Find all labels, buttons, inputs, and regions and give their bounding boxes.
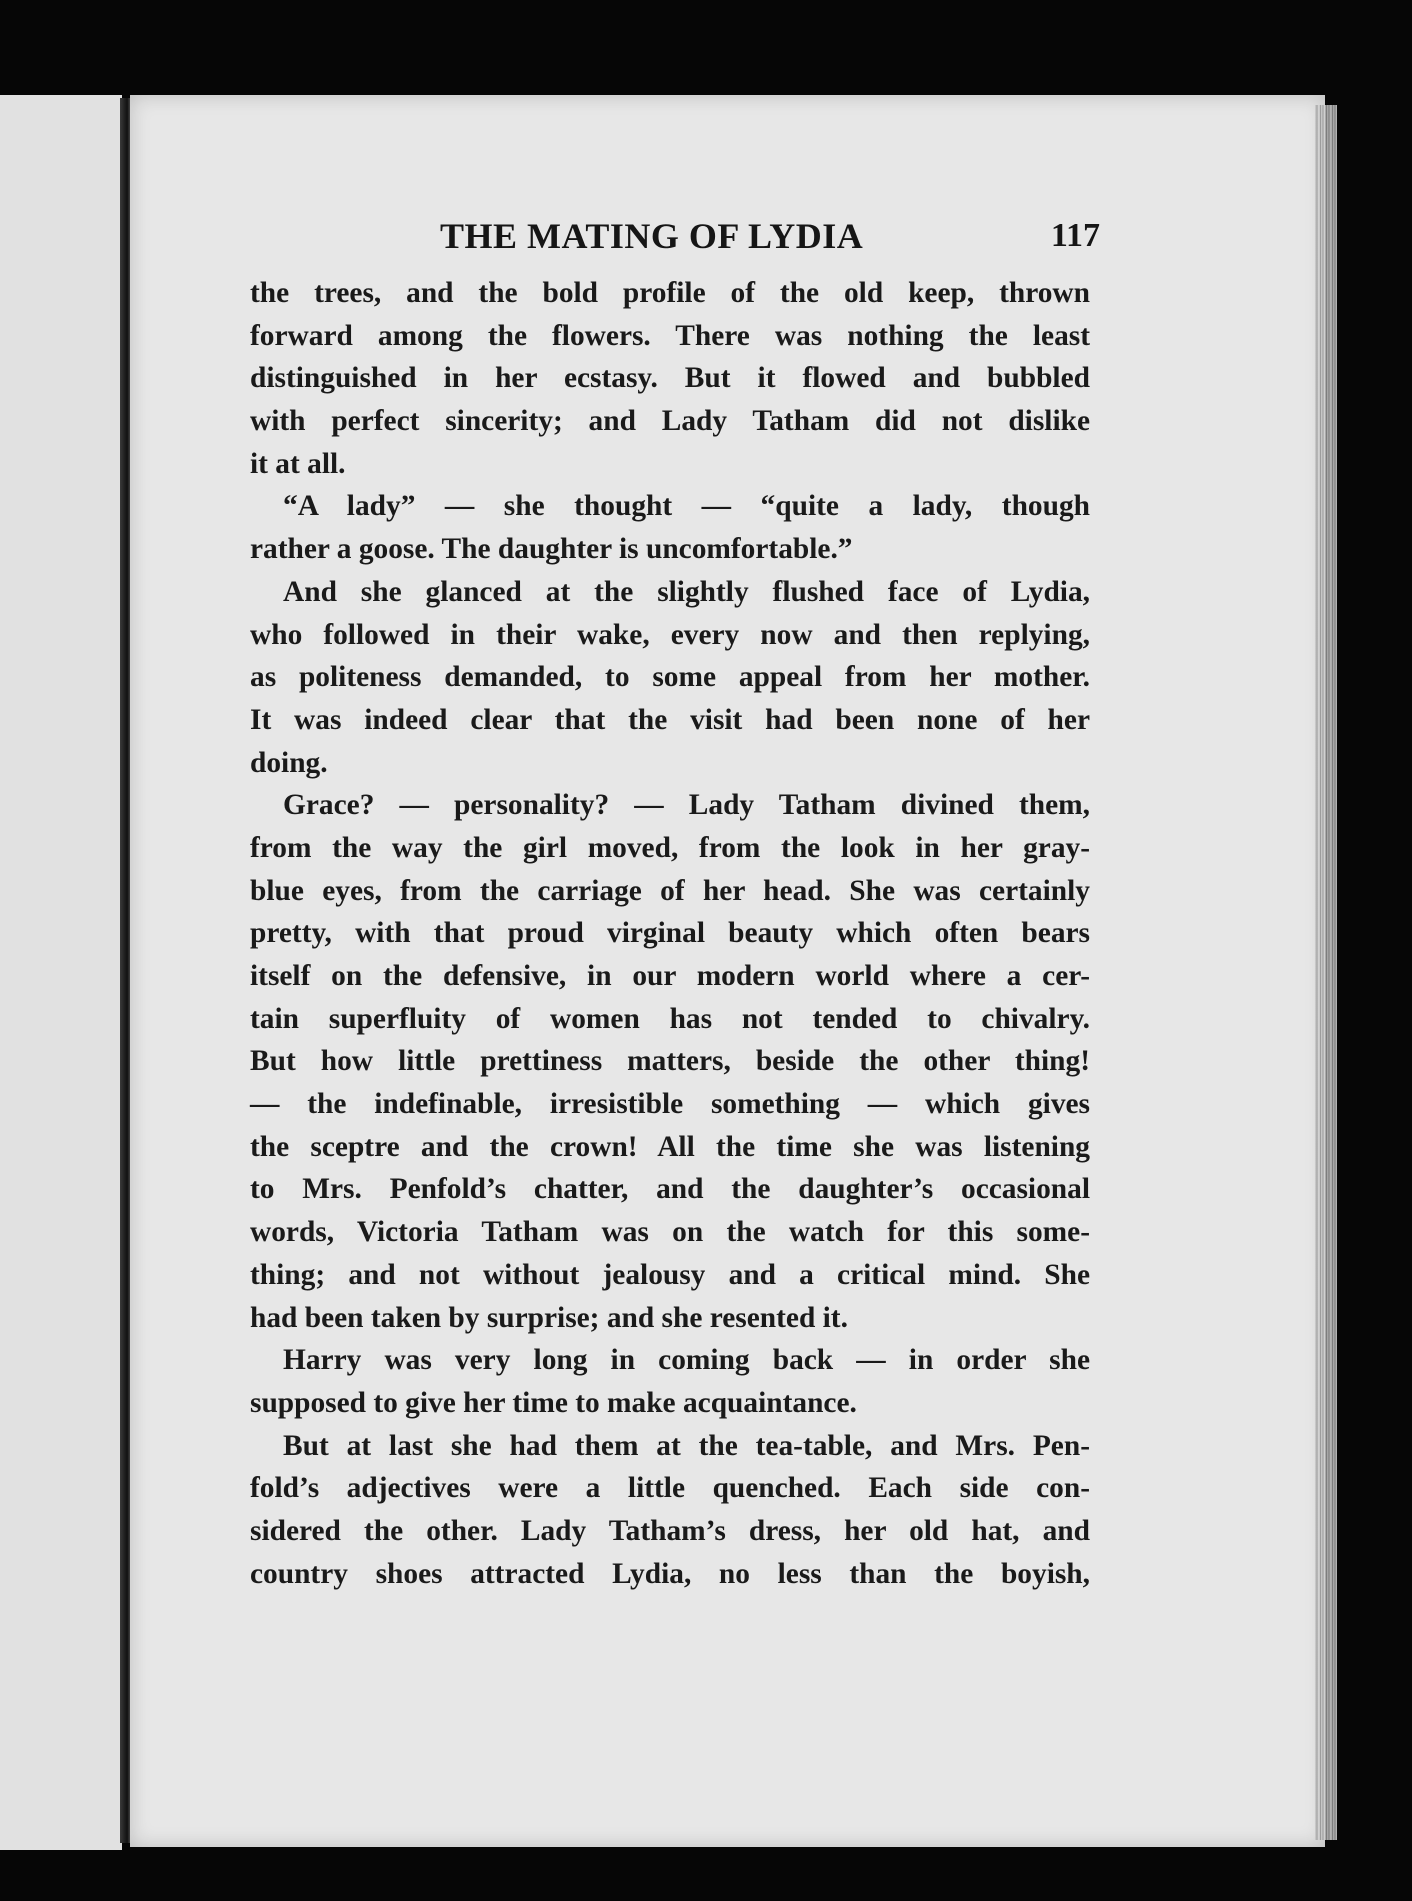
text-line: blue eyes, from the carriage of her head. She was certainly bbox=[250, 874, 1090, 907]
facing-page-edge bbox=[0, 95, 122, 1850]
text-line: rather a goose. The daughter is uncomfortable.” bbox=[250, 533, 853, 566]
text-line: — the indefinable, irresistible something — which gives bbox=[250, 1088, 1090, 1121]
text-line: who followed in their wake, every now and then replying, bbox=[250, 618, 1090, 651]
text-line: itself on the defensive, in our modern world where a cer- bbox=[250, 960, 1090, 992]
text-line: words, Victoria Tatham was on the watch for this some- bbox=[250, 1216, 1090, 1249]
text-line: country shoes attracted Lydia, no less than the boyish, bbox=[250, 1557, 1090, 1590]
text-line: supposed to give her time to make acquaintance. bbox=[250, 1386, 857, 1419]
text-line: “A lady” — she thought — “quite a lady, though bbox=[283, 490, 1090, 523]
page-header bbox=[440, 215, 1100, 269]
text-line: from the way the girl moved, from the look in her gray- bbox=[250, 831, 1090, 864]
body-text bbox=[250, 272, 1090, 1595]
text-line: Harry was very long in coming back — in order she bbox=[283, 1344, 1090, 1377]
text-line: it at all. bbox=[250, 447, 346, 480]
text-line: to Mrs. Penfold’s chatter, and the daughter’s occasional bbox=[250, 1173, 1090, 1206]
text-line: Grace? — personality? — Lady Tatham divined them, bbox=[283, 789, 1090, 822]
text-line: sidered the other. Lady Tatham’s dress, her old hat, and bbox=[250, 1514, 1090, 1547]
page-number: 117 bbox=[1050, 217, 1100, 254]
text-line: But at last she had them at the tea-table, and Mrs. Pen- bbox=[283, 1429, 1090, 1462]
text-line: the trees, and the bold profile of the old keep, thrown bbox=[250, 277, 1090, 309]
text-line: the sceptre and the crown! All the time she was listening bbox=[250, 1130, 1090, 1163]
text-line: distinguished in her ecstasy. But it flowed and bubbled bbox=[250, 362, 1090, 395]
text-line: with perfect sincerity; and Lady Tatham did not dislike bbox=[250, 405, 1090, 438]
text-line: as politeness demanded, to some appeal from her mother. bbox=[250, 661, 1090, 694]
text-line: fold’s adjectives were a little quenched. Each side con- bbox=[250, 1472, 1090, 1505]
text-line: doing. bbox=[250, 746, 328, 779]
running-title: THE MATING OF LYDIA bbox=[440, 216, 864, 256]
text-line: forward among the flowers. There was nothing the least bbox=[250, 319, 1090, 352]
text-line: had been taken by surprise; and she resented it. bbox=[250, 1301, 848, 1334]
text-line: It was indeed clear that the visit had been none of her bbox=[250, 703, 1090, 736]
text-line: tain superfluity of women has not tended to chivalry. bbox=[250, 1002, 1090, 1035]
page-edge-stack bbox=[1315, 105, 1337, 1840]
text-line: And she glanced at the slightly flushed face of Lydia, bbox=[283, 575, 1090, 608]
text-line: But how little prettiness matters, beside the other thing! bbox=[250, 1045, 1090, 1078]
text-line: thing; and not without jealousy and a critical mind. She bbox=[250, 1258, 1090, 1291]
text-line: pretty, with that proud virginal beauty which often bears bbox=[250, 917, 1090, 950]
